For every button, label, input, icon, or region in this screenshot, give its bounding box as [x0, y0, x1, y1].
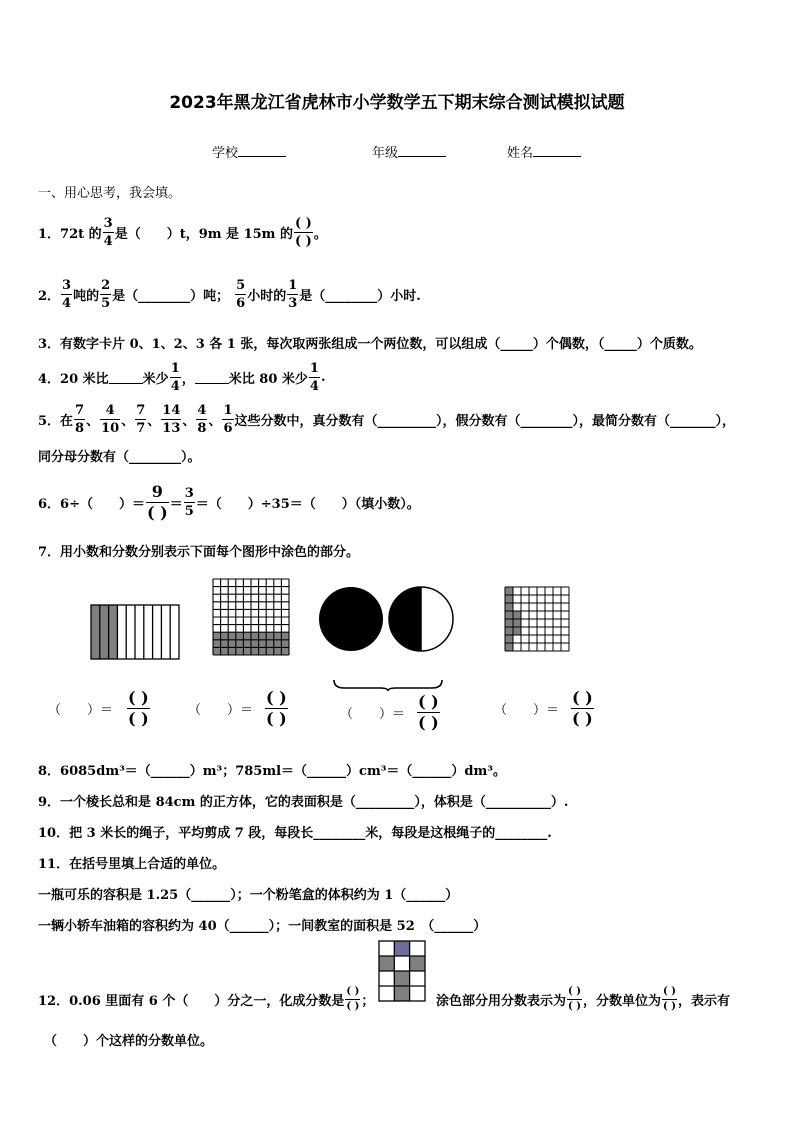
fraction-blank[interactable]: $\frac{( )}{( )}$	[418, 691, 439, 732]
q4-text-d: 米比 80 米少	[228, 371, 308, 387]
question-8: 8．6085dm³＝（______）m³；785ml＝（______）cm³＝（______）dm³。	[38, 764, 506, 779]
q7-answer-1[interactable]	[48, 686, 151, 730]
q1-text-a: 72t 的	[60, 226, 102, 242]
q7-answer-3[interactable]	[340, 690, 441, 734]
fraction: $\frac{4}{10}$	[101, 402, 120, 436]
school-blank[interactable]	[238, 144, 286, 157]
answer-blank: （ ）＝	[188, 702, 254, 718]
question-9: 9．一个棱长总和是 84cm 的正方体，它的表面积是（_________），体积是（__________）.	[38, 795, 569, 810]
section-heading: 一、用心思考，我会填。	[38, 186, 182, 201]
name-label: 姓名	[507, 146, 534, 161]
fraction: $\frac{1}{3}$	[288, 277, 298, 311]
school-label: 学校	[212, 146, 239, 161]
q2-number: 2．	[38, 288, 61, 304]
question-11: 11．在括号里填上合适的单位。	[38, 857, 226, 872]
fraction-blank[interactable]: $\frac{( )}{( )}$	[572, 687, 593, 728]
separator: 、	[208, 413, 222, 429]
q1-number: 1．	[38, 226, 61, 242]
fraction: $\frac{4}{8}$	[197, 402, 207, 436]
q2-text-b: 是（________）吨；	[112, 288, 230, 304]
name-field[interactable]	[507, 142, 581, 161]
q12-text-a: 12．0.06 里面有 6 个（ ）分之一，化成分数是	[38, 993, 345, 1009]
q12-text-c: 涂色部分用分数表示为	[436, 993, 567, 1009]
answer-blank: （ ）＝	[48, 702, 114, 718]
separator: 、	[182, 413, 196, 429]
question-7: 7．用小数和分数分别表示下面每个图形中涂色的部分。	[38, 545, 360, 560]
question-11-line-2: 一辆小轿车油箱的容积约为 40（______）；一间教室的面积是 52 （______）	[38, 919, 487, 934]
question-11-line-1: 一瓶可乐的容积是 1.25（______）；一个粉笔盒的体积约为 1（______）	[38, 888, 459, 903]
question-4	[38, 358, 325, 396]
fraction[interactable]: $\frac{9}{( )}$	[146, 481, 168, 522]
q5-text-a: 5．在	[38, 413, 74, 429]
answer-blank: （ ）＝	[494, 702, 560, 718]
q12-text-b: ；	[361, 993, 375, 1009]
fraction: $\frac{14}{13}$	[162, 402, 181, 436]
q5-text-b: 这些分数中，真分数有（_________），假分数有（________），最简分数有（_______），	[234, 413, 736, 429]
q7-answer-2[interactable]	[188, 686, 289, 730]
question-5-line-2: 同分母分数有（________）。	[38, 450, 201, 465]
hundred-grid-figure	[212, 578, 290, 656]
strip-figure	[90, 604, 180, 660]
fraction-3-4: $\frac{3}{4}$	[103, 215, 113, 249]
fraction: $\frac{3}{4}$	[62, 277, 72, 311]
q7-answer-4[interactable]	[494, 686, 595, 730]
fraction: $\frac{2}{5}$	[101, 277, 111, 311]
q6-text-b: ＝（ ）÷35＝（ ）（填小数）。	[195, 496, 420, 512]
school-field[interactable]	[212, 142, 286, 161]
q4-text-c: ，	[181, 371, 195, 387]
question-6	[38, 480, 420, 524]
q1-text-c: 。	[313, 226, 327, 242]
fraction-blank[interactable]: $\frac{( )}{( )}$	[128, 687, 149, 728]
question-2	[38, 274, 421, 314]
fraction-blank[interactable]: $\frac{( )}{( )}$	[662, 985, 676, 1012]
q12-text-d: ，分数单位为	[582, 993, 661, 1009]
q1-text-b: 是（ ）t，9m 是 15m 的	[114, 226, 293, 242]
question-12-line-2: （ ）个这样的分数单位。	[44, 1034, 214, 1049]
grade-label: 年级	[372, 146, 399, 161]
fraction: $\frac{5}{6}$	[236, 277, 246, 311]
q2-text-a: 吨的	[73, 288, 100, 304]
grade-blank[interactable]	[398, 144, 446, 157]
separator: 、	[147, 413, 161, 429]
grade-field[interactable]	[372, 142, 446, 161]
circles-figure	[316, 585, 456, 653]
q4-blank-1[interactable]	[109, 371, 143, 384]
q6-text-a: 6．6÷（ ）＝	[38, 496, 145, 512]
name-blank[interactable]	[533, 144, 581, 157]
q4-blank-2[interactable]	[195, 371, 229, 384]
answer-blank: （ ）＝	[340, 706, 406, 722]
equals-sign: ＝	[169, 496, 183, 512]
separator: 、	[121, 413, 135, 429]
question-12-cont	[436, 982, 730, 1016]
fraction: $\frac{7}{8}$	[75, 402, 85, 436]
separator: 、	[86, 413, 100, 429]
question-12	[38, 982, 374, 1016]
page-title: 2023年黑龙江省虎林市小学数学五下期末综合测试模拟试题	[169, 93, 625, 113]
question-1	[38, 212, 327, 252]
fraction: $\frac{1}{4}$	[309, 360, 319, 394]
q12-text-e: ，表示有	[677, 993, 730, 1009]
q4-text-e: .	[320, 369, 326, 385]
shaded-grid-figure	[378, 940, 428, 1002]
answer-fraction-blank[interactable]: $\frac{( )}{( )}$	[294, 215, 312, 249]
question-10: 10．把 3 米长的绳子，平均剪成 7 段，每段长________米，每段是这根绳子的________.	[38, 826, 552, 841]
q2-text-d: 是（________）小时.	[299, 288, 421, 304]
question-3: 3．有数字卡片 0、1、2、3 各 1 张，每次取两张组成一个两位数，可以组成（_____）个偶数，（_____）个质数。	[38, 337, 702, 352]
fraction-blank[interactable]: $\frac{( )}{( )}$	[346, 985, 360, 1012]
q4-text-b: 米少	[142, 371, 169, 387]
fraction: $\frac{3}{5}$	[184, 485, 194, 519]
q2-text-c: 小时的	[247, 288, 287, 304]
fraction: $\frac{7}{7}$	[136, 402, 146, 436]
partial-grid-figure	[504, 586, 570, 652]
fraction: $\frac{1}{6}$	[223, 402, 233, 436]
q4-text-a: 4．20 米比	[38, 371, 109, 387]
fraction-blank[interactable]: $\frac{( )}{( )}$	[266, 687, 287, 728]
question-5	[38, 400, 735, 438]
fraction: $\frac{1}{4}$	[170, 360, 180, 394]
fraction-blank[interactable]: $\frac{( )}{( )}$	[568, 985, 581, 1012]
